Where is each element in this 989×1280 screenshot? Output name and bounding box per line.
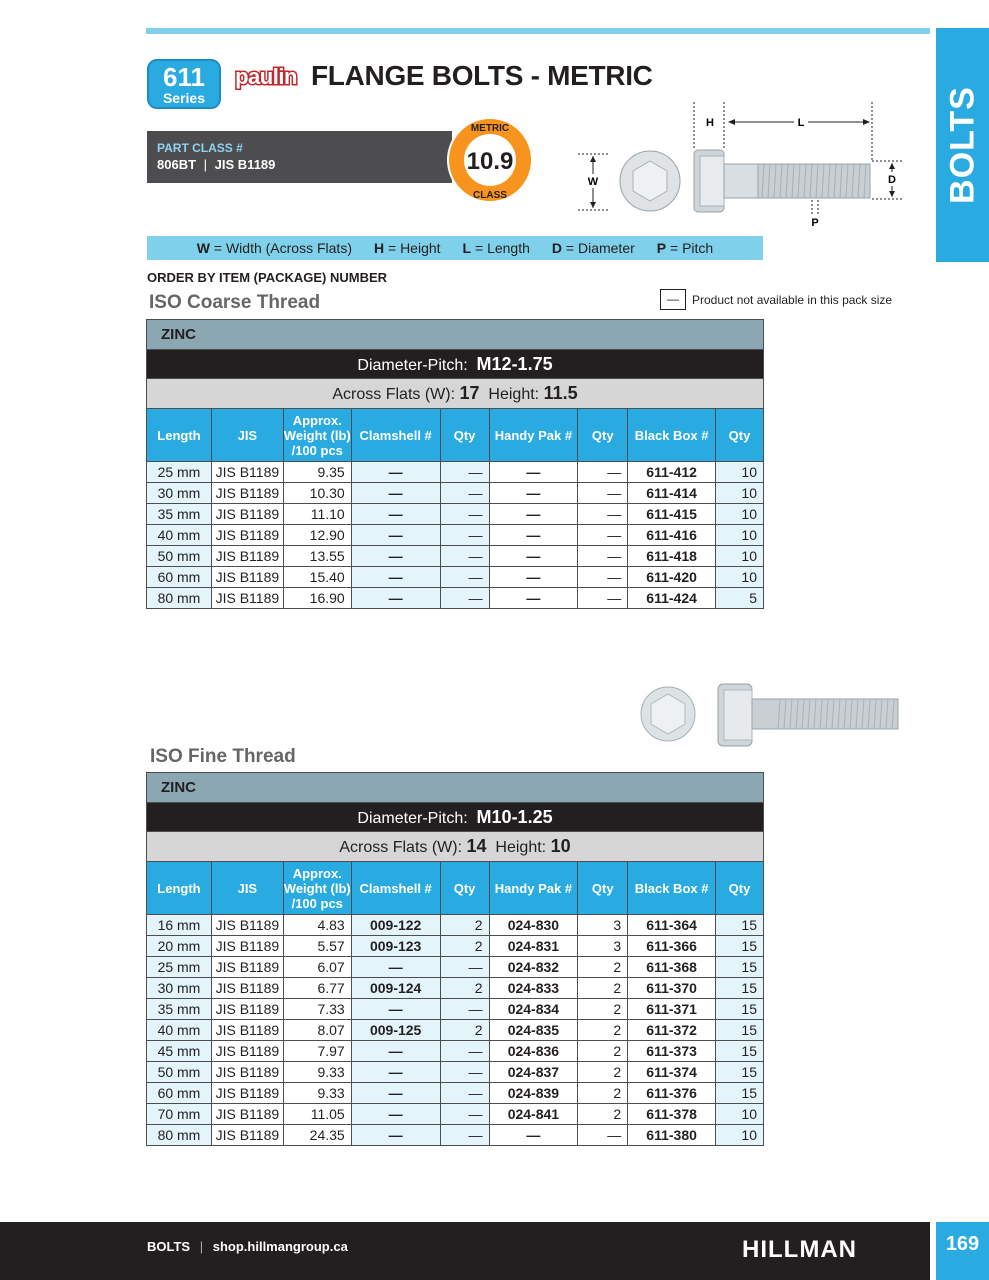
cell-handypak-qty: — [578, 462, 628, 483]
cell-handypak: 024-839 [489, 1083, 578, 1104]
fine-diameter-pitch [147, 803, 764, 832]
order-by-heading: ORDER BY ITEM (PACKAGE) NUMBER [147, 270, 388, 285]
cell-length: 60 mm [147, 1083, 212, 1104]
cell-clamshell-qty: — [440, 546, 489, 567]
col-qty: Qty [716, 409, 764, 462]
cell-handypak: — [489, 1125, 578, 1146]
not-available-text: Product not available in this pack size [692, 292, 893, 307]
cell-length: 80 mm [147, 588, 212, 609]
table-row [147, 525, 764, 546]
table-row [147, 915, 764, 936]
cell-blackbox-qty: 15 [716, 1020, 764, 1041]
table-row [147, 462, 764, 483]
col-jis: JIS [211, 862, 283, 915]
cell-blackbox-qty: 15 [716, 1083, 764, 1104]
cell-clamshell-qty: — [440, 588, 489, 609]
cell-jis: JIS B1189 [211, 567, 283, 588]
cell-jis: JIS B1189 [211, 957, 283, 978]
cell-clamshell-qty: — [440, 483, 489, 504]
cell-blackbox-qty: 10 [716, 483, 764, 504]
col-clamshell: Clamshell # [351, 862, 440, 915]
cell-blackbox: 611-414 [628, 483, 716, 504]
fine-diameter-label: Diameter-Pitch: [357, 809, 468, 827]
cell-weight: 9.33 [283, 1083, 351, 1104]
dim-p-label: P [811, 217, 819, 229]
cell-handypak-qty: — [578, 483, 628, 504]
series-number: 611 [163, 62, 205, 92]
cell-handypak: 024-831 [489, 936, 578, 957]
coarse-height-value: 11.5 [543, 383, 578, 403]
cell-handypak: — [489, 567, 578, 588]
cell-clamshell-qty: — [440, 567, 489, 588]
cell-jis: JIS B1189 [211, 546, 283, 567]
cell-handypak: 024-836 [489, 1041, 578, 1062]
cell-blackbox-qty: 15 [716, 999, 764, 1020]
fine-height-value: 10 [550, 836, 571, 856]
series-label: Series [162, 90, 206, 106]
cell-handypak: — [489, 483, 578, 504]
cell-clamshell-qty: 2 [440, 1020, 489, 1041]
coarse-af-value: 17 [459, 383, 480, 403]
cell-weight: 7.97 [283, 1041, 351, 1062]
cell-weight: 10.30 [283, 483, 351, 504]
cell-jis: JIS B1189 [211, 1125, 283, 1146]
col-length: Length [147, 409, 212, 462]
cell-handypak-qty: 2 [578, 1104, 628, 1125]
cell-clamshell-qty: — [440, 1125, 489, 1146]
table-row [147, 936, 764, 957]
cell-weight: 6.07 [283, 957, 351, 978]
col-jis: JIS [211, 409, 283, 462]
cell-clamshell: 009-122 [351, 915, 440, 936]
cell-length: 80 mm [147, 1125, 212, 1146]
cell-clamshell: — [351, 1083, 440, 1104]
table-row [147, 546, 764, 567]
col-qty: Qty [578, 409, 628, 462]
cell-handypak: 024-832 [489, 957, 578, 978]
cell-blackbox-qty: 10 [716, 1104, 764, 1125]
table-row [147, 1083, 764, 1104]
paulin-logo [229, 63, 303, 91]
cell-weight: 24.35 [283, 1125, 351, 1146]
cell-handypak-qty: 2 [578, 957, 628, 978]
cell-weight: 8.07 [283, 1020, 351, 1041]
table-row [147, 1125, 764, 1146]
cell-handypak-qty: — [578, 504, 628, 525]
cell-jis: JIS B1189 [211, 915, 283, 936]
cell-blackbox: 611-376 [628, 1083, 716, 1104]
table-row [147, 588, 764, 609]
cell-weight: 16.90 [283, 588, 351, 609]
coarse-across-flats [147, 379, 764, 409]
cell-handypak-qty: 2 [578, 1083, 628, 1104]
cell-clamshell: — [351, 504, 440, 525]
table-row [147, 483, 764, 504]
cell-length: 35 mm [147, 504, 212, 525]
cell-clamshell-qty: 2 [440, 915, 489, 936]
col-blackbox: Black Box # [628, 409, 716, 462]
cell-jis: JIS B1189 [211, 483, 283, 504]
cell-length: 25 mm [147, 957, 212, 978]
cell-blackbox: 611-374 [628, 1062, 716, 1083]
cell-blackbox: 611-366 [628, 936, 716, 957]
col-clamshell: Clamshell # [351, 409, 440, 462]
cell-clamshell: 009-124 [351, 978, 440, 999]
cell-handypak: 024-841 [489, 1104, 578, 1125]
cell-jis: JIS B1189 [211, 978, 283, 999]
coarse-af-label: Across Flats (W): [332, 386, 456, 403]
cell-weight: 13.55 [283, 546, 351, 567]
page-footer [0, 1222, 930, 1280]
cell-handypak: — [489, 546, 578, 567]
cell-clamshell-qty: — [440, 1104, 489, 1125]
coarse-diameter-pitch [147, 350, 764, 379]
coarse-height-label: Height: [488, 386, 540, 403]
cell-handypak: — [489, 525, 578, 546]
fine-af-value: 14 [466, 836, 487, 856]
cell-handypak-qty: — [578, 588, 628, 609]
cell-length: 50 mm [147, 546, 212, 567]
cell-clamshell: 009-123 [351, 936, 440, 957]
coarse-diameter-value: M12-1.75 [476, 353, 553, 374]
not-available-legend [660, 289, 892, 310]
cell-clamshell-qty: 2 [440, 978, 489, 999]
table-row [147, 1041, 764, 1062]
cell-handypak-qty: — [578, 546, 628, 567]
part-class-number: 806BT [157, 157, 197, 172]
cell-blackbox-qty: 10 [716, 462, 764, 483]
cell-blackbox: 611-415 [628, 504, 716, 525]
dim-w-label: W [587, 176, 599, 188]
cell-clamshell: — [351, 588, 440, 609]
cell-clamshell: 009-125 [351, 1020, 440, 1041]
fine-thread-table [146, 772, 764, 1146]
cell-jis: JIS B1189 [211, 504, 283, 525]
cell-clamshell: — [351, 957, 440, 978]
coarse-finish: ZINC [147, 320, 764, 350]
legend-item: H = Height [373, 240, 441, 256]
cell-length: 16 mm [147, 915, 212, 936]
cell-weight: 4.83 [283, 915, 351, 936]
cell-clamshell-qty: — [440, 1062, 489, 1083]
cell-length: 45 mm [147, 1041, 212, 1062]
cell-blackbox: 611-370 [628, 978, 716, 999]
cell-handypak-qty: 3 [578, 936, 628, 957]
part-class-label: PART CLASS # [157, 141, 243, 155]
cell-handypak: 024-835 [489, 1020, 578, 1041]
cell-clamshell: — [351, 1062, 440, 1083]
grade-badge-top: METRIC [470, 123, 510, 134]
cell-clamshell-qty: — [440, 999, 489, 1020]
footer-left [147, 1239, 348, 1254]
cell-clamshell-qty: — [440, 1083, 489, 1104]
page-number: 169 [936, 1222, 989, 1280]
cell-handypak: 024-833 [489, 978, 578, 999]
top-accent-bar [146, 28, 930, 34]
cell-weight: 9.33 [283, 1062, 351, 1083]
legend-item: W = Width (Across Flats) [196, 240, 352, 256]
flange-bolt-photo [640, 678, 902, 750]
cell-clamshell: — [351, 567, 440, 588]
page-title: FLANGE BOLTS - METRIC [311, 60, 653, 91]
cell-jis: JIS B1189 [211, 1062, 283, 1083]
cell-clamshell-qty: — [440, 462, 489, 483]
cell-handypak-qty: 2 [578, 1062, 628, 1083]
part-class-standard: JIS B1189 [214, 157, 276, 172]
section-side-tab [936, 28, 989, 262]
cell-handypak-qty: 2 [578, 978, 628, 999]
legend-item: L = Length [462, 240, 530, 256]
col-blackbox: Black Box # [628, 862, 716, 915]
cell-handypak-qty: 2 [578, 1020, 628, 1041]
col-length: Length [147, 862, 212, 915]
cell-blackbox: 611-420 [628, 567, 716, 588]
cell-blackbox-qty: 10 [716, 1125, 764, 1146]
cell-length: 60 mm [147, 567, 212, 588]
cell-handypak: — [489, 504, 578, 525]
cell-handypak: — [489, 462, 578, 483]
fine-across-flats [147, 832, 764, 862]
cell-handypak: — [489, 588, 578, 609]
hillman-logo: HILLMAN [742, 1236, 857, 1263]
coarse-thread-title: ISO Coarse Thread [149, 292, 321, 313]
cell-jis: JIS B1189 [211, 999, 283, 1020]
cell-clamshell: — [351, 1125, 440, 1146]
side-tab-label: BOLTS [943, 86, 981, 204]
cell-handypak-qty: 2 [578, 1041, 628, 1062]
cell-jis: JIS B1189 [211, 936, 283, 957]
cell-clamshell: — [351, 525, 440, 546]
cell-jis: JIS B1189 [211, 1104, 283, 1125]
cell-jis: JIS B1189 [211, 525, 283, 546]
cell-clamshell-qty: — [440, 1041, 489, 1062]
cell-blackbox-qty: 5 [716, 588, 764, 609]
cell-handypak: 024-837 [489, 1062, 578, 1083]
cell-blackbox: 611-372 [628, 1020, 716, 1041]
cell-blackbox-qty: 15 [716, 978, 764, 999]
cell-jis: JIS B1189 [211, 462, 283, 483]
cell-length: 30 mm [147, 978, 212, 999]
cell-blackbox: 611-364 [628, 915, 716, 936]
fine-height-label: Height: [495, 839, 547, 856]
cell-jis: JIS B1189 [211, 1083, 283, 1104]
part-class-value: 806BT | JIS B1189 [157, 157, 276, 172]
cell-handypak-qty: — [578, 567, 628, 588]
cell-length: 50 mm [147, 1062, 212, 1083]
cell-blackbox: 611-416 [628, 525, 716, 546]
table-row [147, 1062, 764, 1083]
cell-clamshell-qty: — [440, 504, 489, 525]
cell-jis: JIS B1189 [211, 1020, 283, 1041]
cell-weight: 6.77 [283, 978, 351, 999]
cell-jis: JIS B1189 [211, 1041, 283, 1062]
cell-clamshell: — [351, 1041, 440, 1062]
cell-weight: 9.35 [283, 462, 351, 483]
cell-blackbox-qty: 10 [716, 504, 764, 525]
cell-length: 25 mm [147, 462, 212, 483]
cell-blackbox-qty: 10 [716, 546, 764, 567]
grade-class-badge [446, 116, 534, 204]
dim-h-label: H [706, 117, 714, 129]
cell-jis: JIS B1189 [211, 588, 283, 609]
cell-weight: 15.40 [283, 567, 351, 588]
cell-clamshell: — [351, 483, 440, 504]
cell-clamshell-qty: — [440, 525, 489, 546]
cell-clamshell-qty: — [440, 957, 489, 978]
cell-clamshell-qty: 2 [440, 936, 489, 957]
cell-handypak-qty: 3 [578, 915, 628, 936]
table-row [147, 978, 764, 999]
fine-af-label: Across Flats (W): [339, 839, 463, 856]
not-available-symbol: — [660, 289, 686, 310]
cell-blackbox: 611-412 [628, 462, 716, 483]
table-row [147, 957, 764, 978]
svg-text:paulin: paulin [235, 64, 297, 89]
col-qty: Qty [578, 862, 628, 915]
col-qty: Qty [440, 862, 489, 915]
table-row [147, 1020, 764, 1041]
table-row [147, 1104, 764, 1125]
cell-weight: 11.10 [283, 504, 351, 525]
cell-blackbox: 611-378 [628, 1104, 716, 1125]
grade-badge-bottom: CLASS [473, 190, 507, 201]
col-qty: Qty [716, 862, 764, 915]
part-class-box [147, 131, 452, 183]
legend-item: P = Pitch [656, 240, 714, 256]
cell-length: 70 mm [147, 1104, 212, 1125]
legend-item: D = Diameter [551, 240, 635, 256]
col-weight: Approx. Weight (lb) /100 pcs [283, 862, 351, 915]
cell-blackbox-qty: 15 [716, 1062, 764, 1083]
cell-length: 30 mm [147, 483, 212, 504]
col-weight: Approx. Weight (lb) /100 pcs [283, 409, 351, 462]
cell-length: 40 mm [147, 525, 212, 546]
cell-blackbox: 611-373 [628, 1041, 716, 1062]
footer-url[interactable]: shop.hillmangroup.ca [212, 1239, 348, 1254]
cell-clamshell: — [351, 462, 440, 483]
cell-blackbox: 611-418 [628, 546, 716, 567]
cell-handypak-qty: — [578, 525, 628, 546]
fine-thread-title: ISO Fine Thread [150, 746, 296, 767]
cell-handypak-qty: 2 [578, 999, 628, 1020]
table-row [147, 504, 764, 525]
cell-clamshell: — [351, 546, 440, 567]
cell-length: 40 mm [147, 1020, 212, 1041]
cell-length: 35 mm [147, 999, 212, 1020]
cell-blackbox: 611-371 [628, 999, 716, 1020]
table-row [147, 999, 764, 1020]
cell-weight: 7.33 [283, 999, 351, 1020]
series-badge [147, 59, 221, 109]
dimension-legend [147, 236, 763, 260]
cell-blackbox-qty: 10 [716, 567, 764, 588]
fine-header-row [147, 862, 764, 915]
cell-blackbox: 611-424 [628, 588, 716, 609]
cell-weight: 12.90 [283, 525, 351, 546]
col-handypak: Handy Pak # [489, 409, 578, 462]
coarse-thread-table [146, 319, 764, 609]
coarse-diameter-label: Diameter-Pitch: [357, 356, 468, 374]
footer-separator: | [199, 1239, 204, 1254]
col-qty: Qty [440, 409, 489, 462]
col-handypak: Handy Pak # [489, 862, 578, 915]
cell-blackbox-qty: 15 [716, 957, 764, 978]
table-row [147, 567, 764, 588]
cell-weight: 11.05 [283, 1104, 351, 1125]
cell-handypak: 024-834 [489, 999, 578, 1020]
cell-handypak: 024-830 [489, 915, 578, 936]
grade-badge-grade: 10.9 [466, 148, 514, 175]
cell-blackbox-qty: 15 [716, 936, 764, 957]
dim-l-label: L [797, 117, 805, 129]
cell-weight: 5.57 [283, 936, 351, 957]
fine-finish: ZINC [147, 773, 764, 803]
footer-section: BOLTS [147, 1239, 191, 1254]
cell-blackbox: 611-368 [628, 957, 716, 978]
cell-length: 20 mm [147, 936, 212, 957]
bolt-dimension-diagram [572, 98, 912, 233]
cell-blackbox-qty: 10 [716, 525, 764, 546]
cell-blackbox-qty: 15 [716, 1041, 764, 1062]
cell-clamshell: — [351, 1104, 440, 1125]
cell-handypak-qty: — [578, 1125, 628, 1146]
dim-d-label: D [888, 174, 896, 186]
cell-blackbox-qty: 15 [716, 915, 764, 936]
coarse-header-row [147, 409, 764, 462]
cell-blackbox: 611-380 [628, 1125, 716, 1146]
fine-diameter-value: M10-1.25 [476, 806, 553, 827]
cell-clamshell: — [351, 999, 440, 1020]
